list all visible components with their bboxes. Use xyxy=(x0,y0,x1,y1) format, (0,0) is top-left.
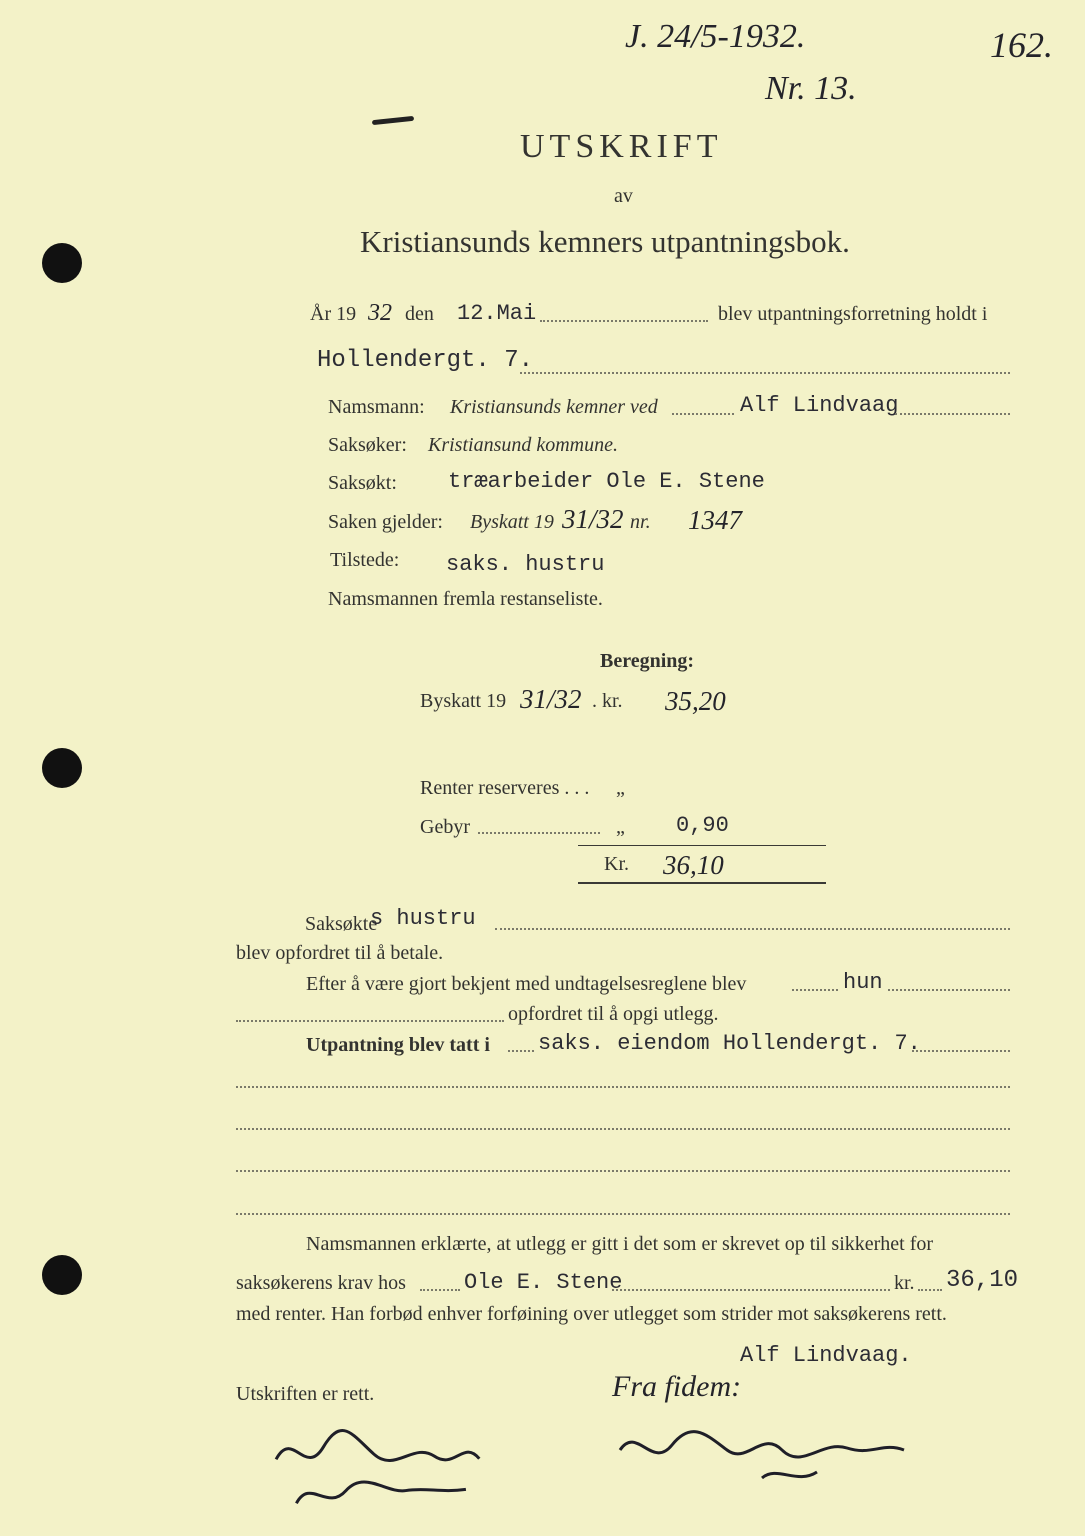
binder-hole-middle xyxy=(42,748,82,788)
year-value: 32 xyxy=(368,300,392,326)
efter-value: hun xyxy=(843,970,883,995)
utpantning-label: Utpantning blev tatt i xyxy=(306,1034,490,1056)
location-dots xyxy=(520,372,1010,374)
krav-amount: 36,10 xyxy=(946,1267,1019,1294)
byskatt-kr: . kr. xyxy=(592,690,623,712)
tilstede-label: Tilstede: xyxy=(330,549,400,571)
blank-line-1 xyxy=(236,1086,1010,1088)
calc-rule-bottom xyxy=(578,882,826,884)
opgi-dots xyxy=(236,1020,504,1022)
date-annotation: J. 24/5-1932. xyxy=(625,18,806,55)
saksokte-value: s hustru xyxy=(370,906,476,931)
efter-dots-2 xyxy=(888,989,1010,991)
renter-text: med renter. Han forbød enhver forføining over utlegget som strider mot saksøkerens rett. xyxy=(236,1303,947,1325)
year-prefix: År 19 xyxy=(310,303,357,325)
binder-hole-bottom xyxy=(42,1255,82,1295)
utpantning-value: saks. eiendom Hollendergt. 7. xyxy=(538,1031,921,1056)
calc-rule-top xyxy=(578,845,826,846)
efter-dots-1 xyxy=(792,989,838,991)
binder-hole-top xyxy=(42,243,82,283)
saksoker-value: Kristiansund kommune. xyxy=(428,434,618,456)
krav-dots-1 xyxy=(420,1289,460,1291)
signature-right-flourish xyxy=(612,1420,912,1490)
renter-ditto: „ xyxy=(616,777,625,799)
namsmann-label: Namsmann: xyxy=(328,396,425,418)
krav-kr: kr. xyxy=(894,1272,915,1294)
namsmann-name: Alf Lindvaag xyxy=(740,393,899,418)
saken-label: Saken gjelder: xyxy=(328,511,443,533)
krav-name: Ole E. Stene xyxy=(464,1270,623,1295)
krav-text: saksøkerens krav hos xyxy=(236,1272,406,1294)
subtitle-av: av xyxy=(614,185,633,207)
gebyr-label: Gebyr xyxy=(420,816,470,838)
number-annotation: Nr. 13. xyxy=(765,70,857,107)
calc-heading: Beregning: xyxy=(600,650,695,672)
saken-nr: 1347 xyxy=(688,505,742,535)
book-title: Kristiansunds kemners utpantningsbok. xyxy=(360,224,850,259)
total-amount: 36,10 xyxy=(663,850,724,880)
utskriften-text: Utskriften er rett. xyxy=(236,1383,375,1405)
utpantning-dots-2 xyxy=(912,1050,1010,1052)
opfordret-text: blev opfordret til å betale. xyxy=(236,942,444,964)
saksokt-value: træarbeider Ole E. Stene xyxy=(448,469,765,494)
restanse-text: Namsmannen fremla restanseliste. xyxy=(328,588,603,610)
gebyr-ditto: „ xyxy=(616,816,625,838)
gebyr-amount: 0,90 xyxy=(676,813,729,838)
utpantning-dots-1 xyxy=(508,1050,534,1052)
den-label: den xyxy=(405,303,434,325)
signature-right xyxy=(612,1420,912,1495)
signed-name: Alf Lindvaag. xyxy=(740,1343,912,1368)
pen-mark xyxy=(372,116,414,125)
date-value: 12.Mai xyxy=(457,301,537,326)
saksoker-label: Saksøker: xyxy=(328,434,407,456)
held-text: blev utpantningsforretning holdt i xyxy=(718,303,988,325)
title: UTSKRIFT xyxy=(520,128,723,165)
page-number: 162. xyxy=(990,25,1053,65)
blank-line-2 xyxy=(236,1128,1010,1130)
total-label: Kr. xyxy=(604,853,629,875)
krav-dots-3 xyxy=(918,1289,942,1291)
opgi-text: opfordret til å opgi utlegg. xyxy=(508,1003,719,1025)
renter-label: Renter reserveres . . . xyxy=(420,777,590,799)
saksokte-dots xyxy=(495,928,1010,930)
gebyr-dots xyxy=(478,832,600,834)
namsmann-print: Kristiansunds kemner ved xyxy=(450,396,658,418)
tilstede-value: saks. hustru xyxy=(446,552,605,577)
saken-year: 31/32 xyxy=(562,504,624,534)
namsmann-dots-1 xyxy=(672,413,734,415)
signature-left-flourish xyxy=(262,1408,497,1520)
byskatt-year: 31/32 xyxy=(520,684,582,714)
krav-dots-2 xyxy=(612,1289,890,1291)
location-value: Hollendergt. 7. xyxy=(317,347,534,374)
date-dots xyxy=(540,320,708,322)
byskatt-amount: 35,20 xyxy=(665,686,726,716)
saksokte-label: Saksøkte xyxy=(305,913,378,935)
saken-print: Byskatt 19 xyxy=(470,511,554,533)
erklaerte-text: Namsmannen erklærte, at utlegg er gitt i det som er skrevet op til sikkerhet for xyxy=(306,1233,934,1255)
namsmann-dots-2 xyxy=(895,413,1010,415)
witness-note: Fra fidem: xyxy=(612,1370,742,1403)
saksokt-label: Saksøkt: xyxy=(328,472,397,494)
blank-line-3 xyxy=(236,1170,1010,1172)
efter-text: Efter å være gjort bekjent med undtagelsesreglene blev xyxy=(306,973,747,995)
byskatt-label: Byskatt 19 xyxy=(420,690,507,712)
blank-line-4 xyxy=(236,1213,1010,1215)
saken-nr-label: nr. xyxy=(630,511,651,533)
